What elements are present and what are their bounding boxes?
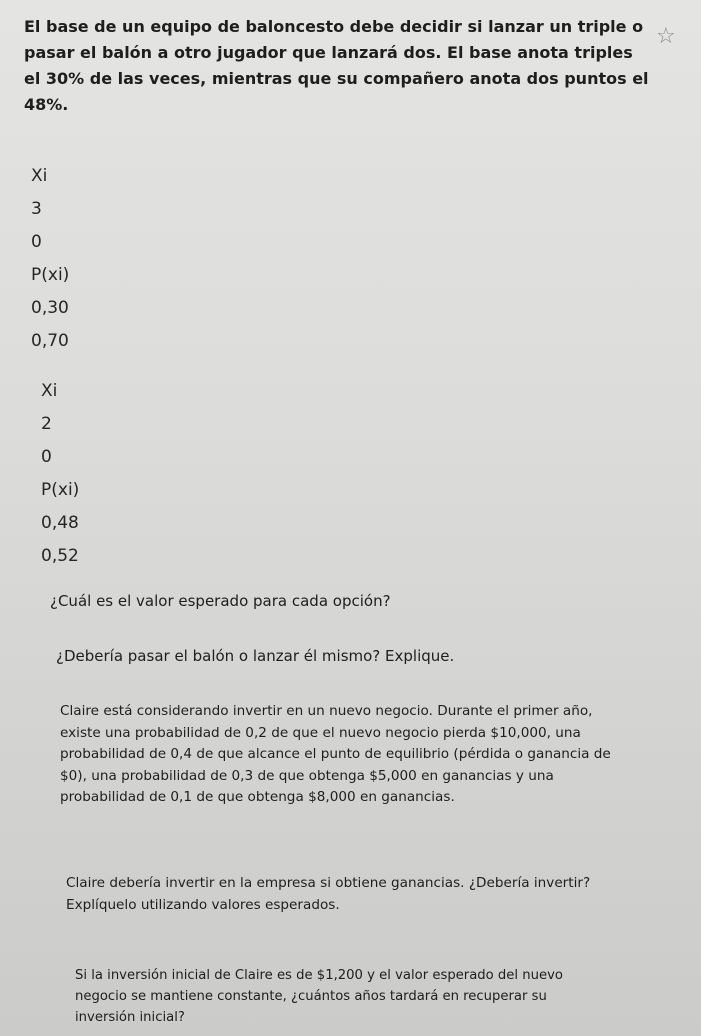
probability-table-double (41, 375, 79, 573)
question-pass-or-shoot: ¿Debería pasar el balón o lanzar él mismo? Explique. (56, 647, 455, 665)
table-cell-p: 0,52 (41, 546, 79, 566)
table-cell-x: 0 (31, 232, 42, 252)
table-cell-p: 0,30 (31, 298, 69, 318)
star-icon[interactable]: ☆ (656, 24, 676, 49)
table-cell-p: 0,48 (41, 513, 79, 533)
table-header-p: P(xi) (41, 480, 80, 500)
table-cell-p: 0,70 (31, 331, 69, 351)
table-cell-x: 2 (41, 414, 52, 434)
claire-problem-text: Claire está considerando invertir en un nuevo negocio. Durante el primer año, existe una probabilidad de 0,2 de que el nuevo negocio pierda $10,000, una probabilidad de 0,4 de que alcance el punto de equilibrio (pérdida o ganancia de $0), una probabilidad de 0,3 de que obtenga $5,000 en ganancias y una probabilidad de 0,1 de que obtenga $8,000 en ganancias. (60, 703, 611, 805)
table-cell-x: 3 (31, 199, 42, 219)
claire-invest-question: Claire debería invertir en la empresa si obtiene ganancias. ¿Debería invertir? Explíquelo utilizando valores esperados. (66, 875, 591, 913)
table-cell-x: 0 (41, 447, 52, 467)
probability-table-triple (31, 160, 69, 358)
claire-years-question: Si la inversión inicial de Claire es de $1,200 y el valor esperado del nuevo negocio se mantiene constante, ¿cuántos años tardará en recuperar su inversión inicial? (75, 968, 563, 1025)
table-header-x: Xi (41, 381, 58, 401)
problem-intro: El base de un equipo de baloncesto debe decidir si lanzar un triple o pasar el balón a otro jugador que lanzará dos. El base anota triples el 30% de las veces, mientras que su compañero anota dos puntos el 48%. (24, 17, 649, 114)
table-header-p: P(xi) (31, 265, 70, 285)
table-header-x: Xi (31, 166, 48, 186)
question-expected-value: ¿Cuál es el valor esperado para cada opción? (50, 592, 391, 610)
